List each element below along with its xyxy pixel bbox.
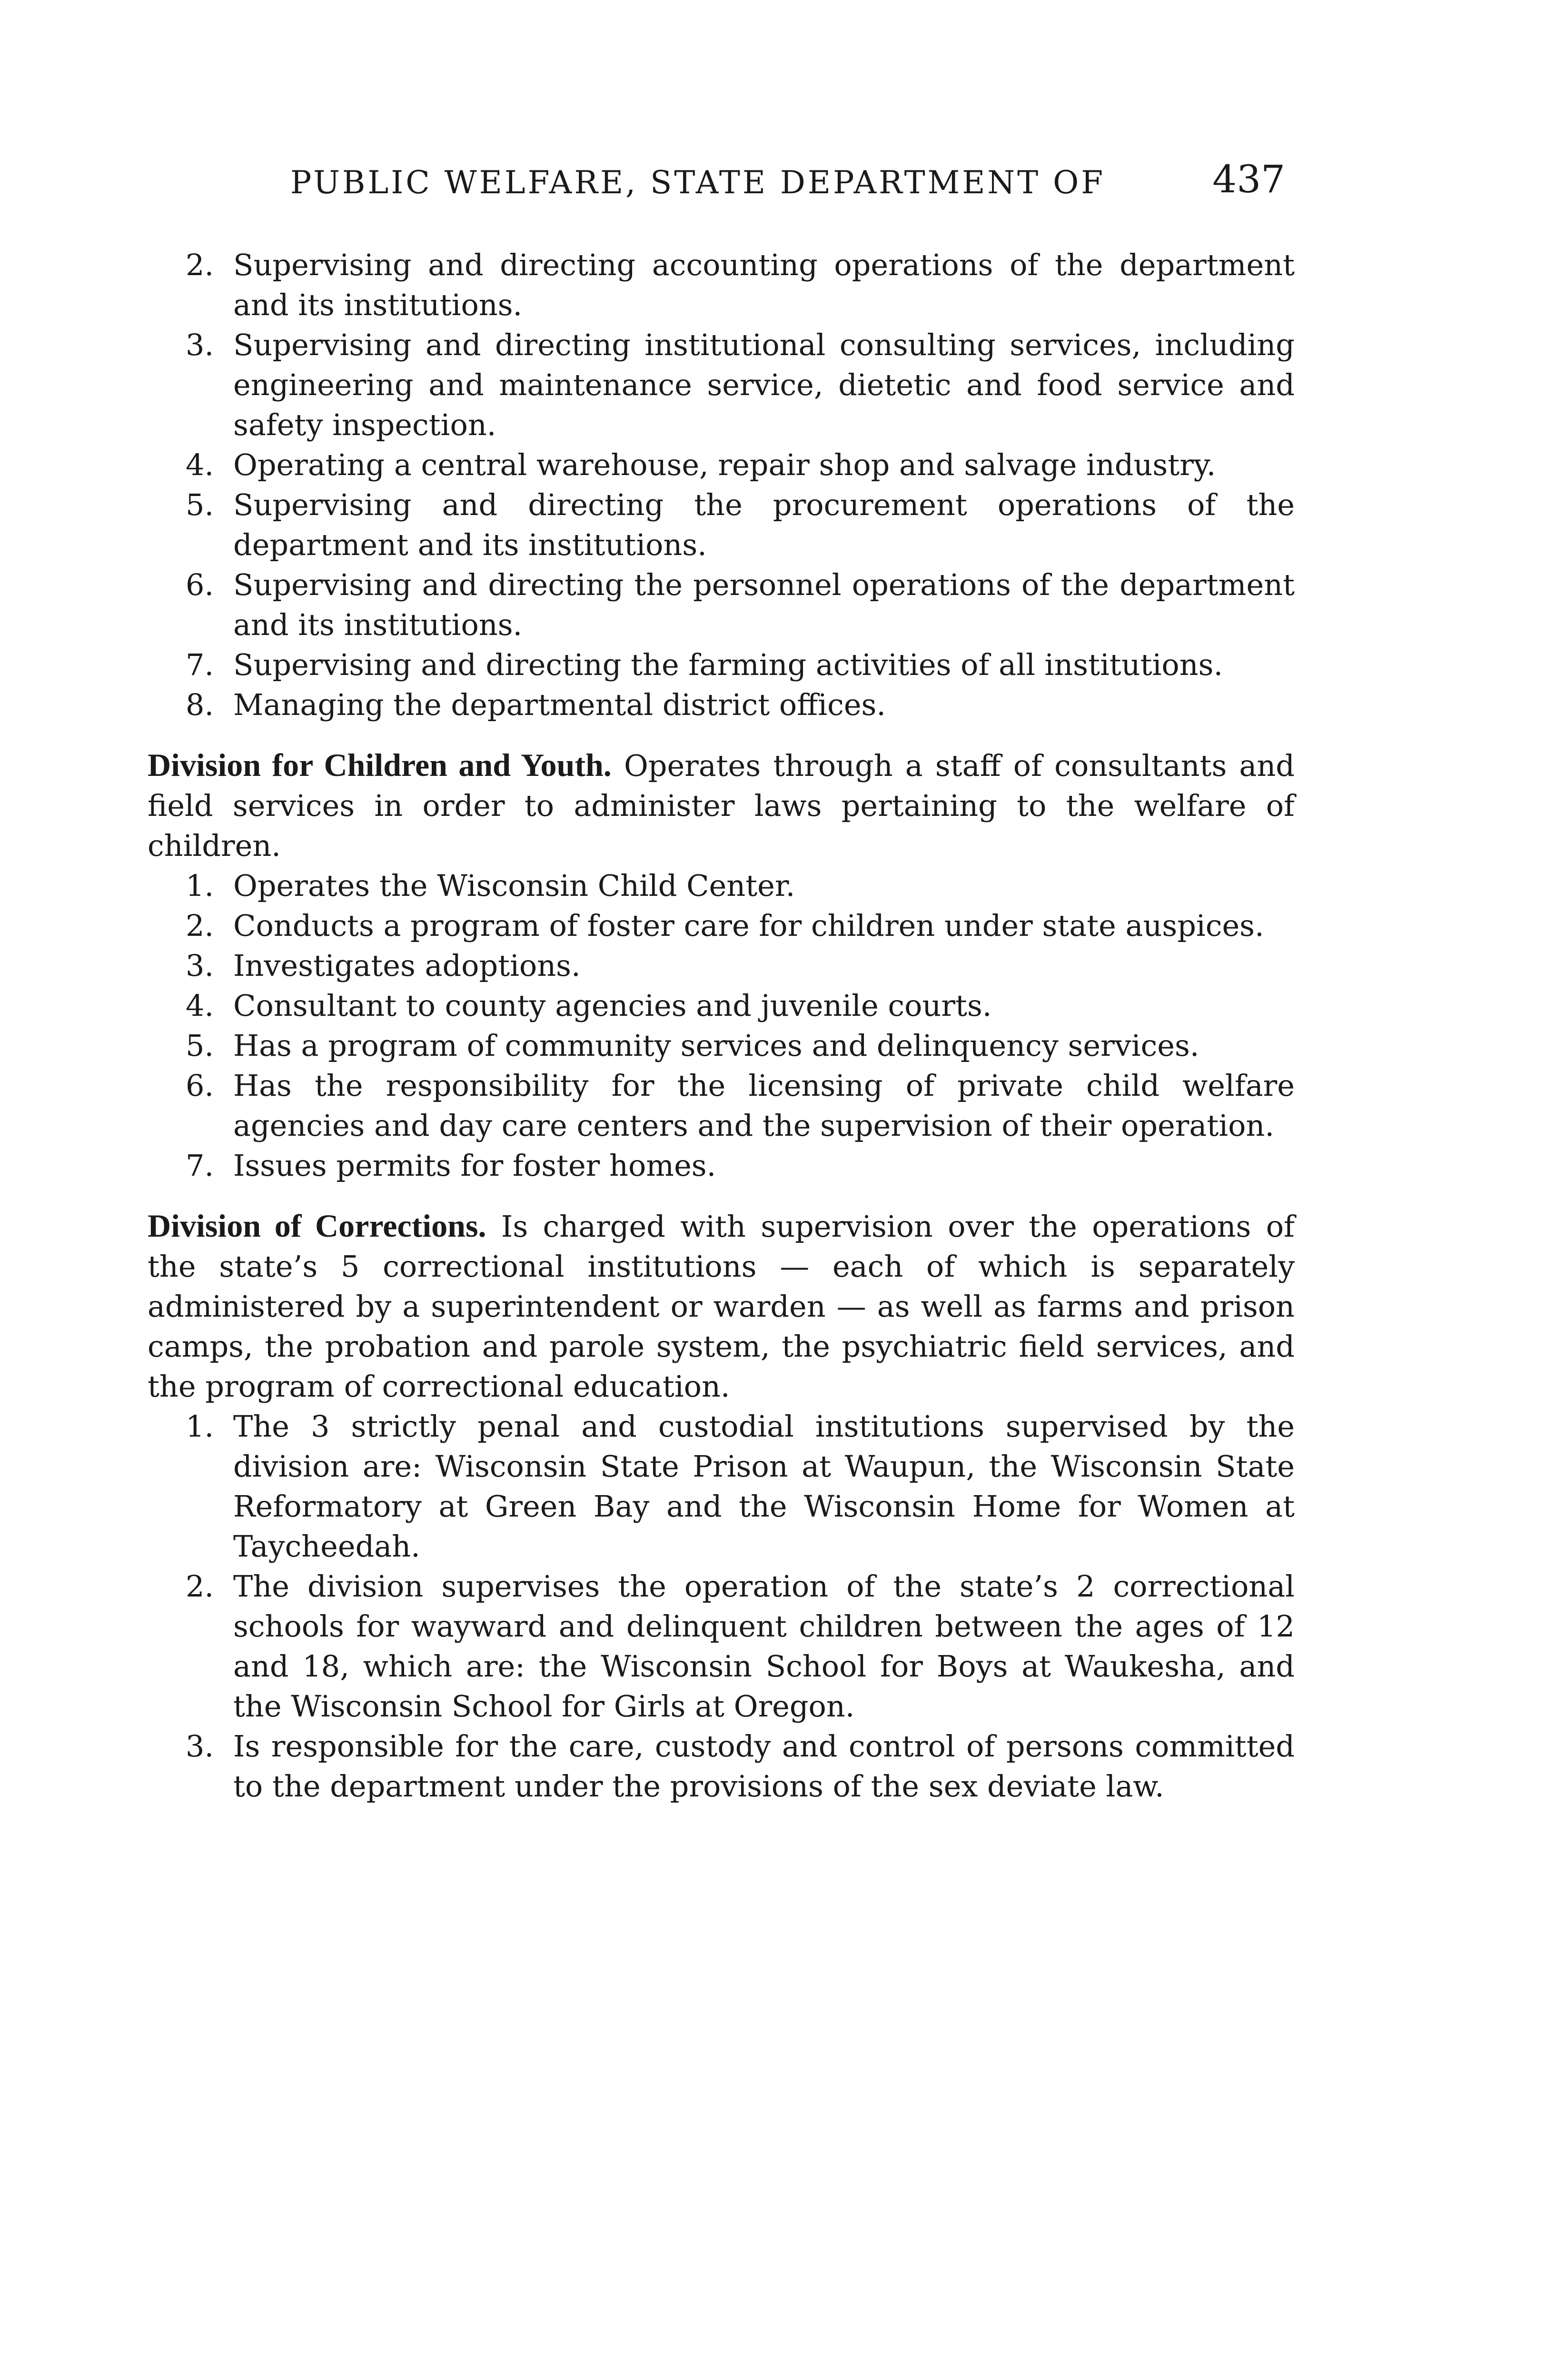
item-text: Supervising and directing institutional consulting services, including engineering and maintenance service, dietetic and food service and safety inspection. [233, 327, 1295, 442]
page-body [148, 245, 1295, 1806]
list-item [148, 645, 1295, 685]
item-text: Supervising and directing accounting operations of the department and its institutions. [233, 248, 1295, 322]
item-text: Conducts a program of foster care for children under state auspices. [233, 908, 1264, 943]
item-number: 6. [186, 1068, 214, 1103]
corrections-division-list [148, 1407, 1295, 1806]
item-number: 5. [186, 487, 214, 522]
list-item [148, 866, 1295, 906]
list-item [148, 1026, 1295, 1066]
item-text: The division supervises the operation of the state’s 2 correctional schools for wayward and delinquent children between the ages of 12 and 18, which are: the Wisconsin School for Boys at Waukesha, and the Wisconsin School for Girls at Oregon. [233, 1569, 1295, 1724]
list-item [148, 445, 1295, 485]
item-number: 4. [186, 447, 214, 482]
item-number: 7. [186, 647, 214, 682]
section-heading: Division for Children and Youth. [148, 747, 612, 783]
item-number: 3. [186, 1729, 214, 1764]
item-number: 1. [186, 1409, 214, 1444]
corrections-division-paragraph [148, 1206, 1295, 1407]
running-head: PUBLIC WELFARE, STATE DEPARTMENT OF [290, 164, 1106, 201]
list-item [148, 485, 1295, 565]
item-text: Operating a central warehouse, repair shop and salvage industry. [233, 447, 1216, 482]
item-text: Consultant to county agencies and juvenile courts. [233, 988, 992, 1023]
section-heading: Division of Corrections. [148, 1208, 486, 1244]
item-number: 1. [186, 868, 214, 903]
section-intro: Is charged with supervision over the operations of the state’s 5 correctional institutions — each of which is separately administered by a superintendent or warden — as well as farms and prison camps, the probation and parole system, the psychiatric field services, and the program of correctional education. [148, 1209, 1295, 1404]
children-division-list [148, 866, 1295, 1186]
item-number: 7. [186, 1148, 214, 1183]
list-item [148, 1066, 1295, 1146]
item-number: 6. [186, 567, 214, 602]
item-text: Managing the departmental district offices. [233, 687, 886, 722]
list-item [148, 906, 1295, 946]
item-text: Issues permits for foster homes. [233, 1148, 716, 1183]
list-item [148, 685, 1295, 725]
list-item [148, 1726, 1295, 1806]
item-text: Investigates adoptions. [233, 948, 581, 983]
continued-list [148, 245, 1295, 725]
list-item [148, 986, 1295, 1026]
item-number: 2. [186, 908, 214, 943]
section-intro: Operates through a staff of consultants and field services in order to administer laws pertaining to the welfare of children. [148, 748, 1295, 863]
list-item [148, 1146, 1295, 1186]
list-item [148, 565, 1295, 645]
item-number: 3. [186, 948, 214, 983]
item-number: 3. [186, 327, 214, 362]
item-text: Has a program of community services and delinquency services. [233, 1028, 1199, 1063]
list-item [148, 245, 1295, 325]
item-text: Is responsible for the care, custody and control of persons committed to the department under the provisions of the sex deviate law. [233, 1729, 1295, 1804]
item-number: 2. [186, 248, 214, 282]
item-text: Operates the Wisconsin Child Center. [233, 868, 795, 903]
item-text: Supervising and directing the farming activities of all institutions. [233, 647, 1223, 682]
list-item [148, 946, 1295, 986]
item-text: Has the responsibility for the licensing of private child welfare agencies and day care centers and the supervision of their operation. [233, 1068, 1295, 1143]
children-division-paragraph [148, 745, 1295, 866]
item-number: 4. [186, 988, 214, 1023]
item-text: Supervising and directing the procurement operations of the department and its institutions. [233, 487, 1295, 562]
list-item [148, 1567, 1295, 1726]
item-number: 5. [186, 1028, 214, 1063]
item-text: The 3 strictly penal and custodial institutions supervised by the division are: Wisconsin State Prison at Waupun, the Wisconsin State Reformatory at Green Bay and the Wisconsin Home for Women at Taycheedah. [233, 1409, 1295, 1564]
list-item [148, 1407, 1295, 1567]
item-number: 8. [186, 687, 214, 722]
item-number: 2. [186, 1569, 214, 1604]
page-header [290, 157, 1285, 209]
page-number: 437 [1212, 157, 1285, 201]
item-text: Supervising and directing the personnel operations of the department and its institutions. [233, 567, 1295, 642]
list-item [148, 325, 1295, 445]
